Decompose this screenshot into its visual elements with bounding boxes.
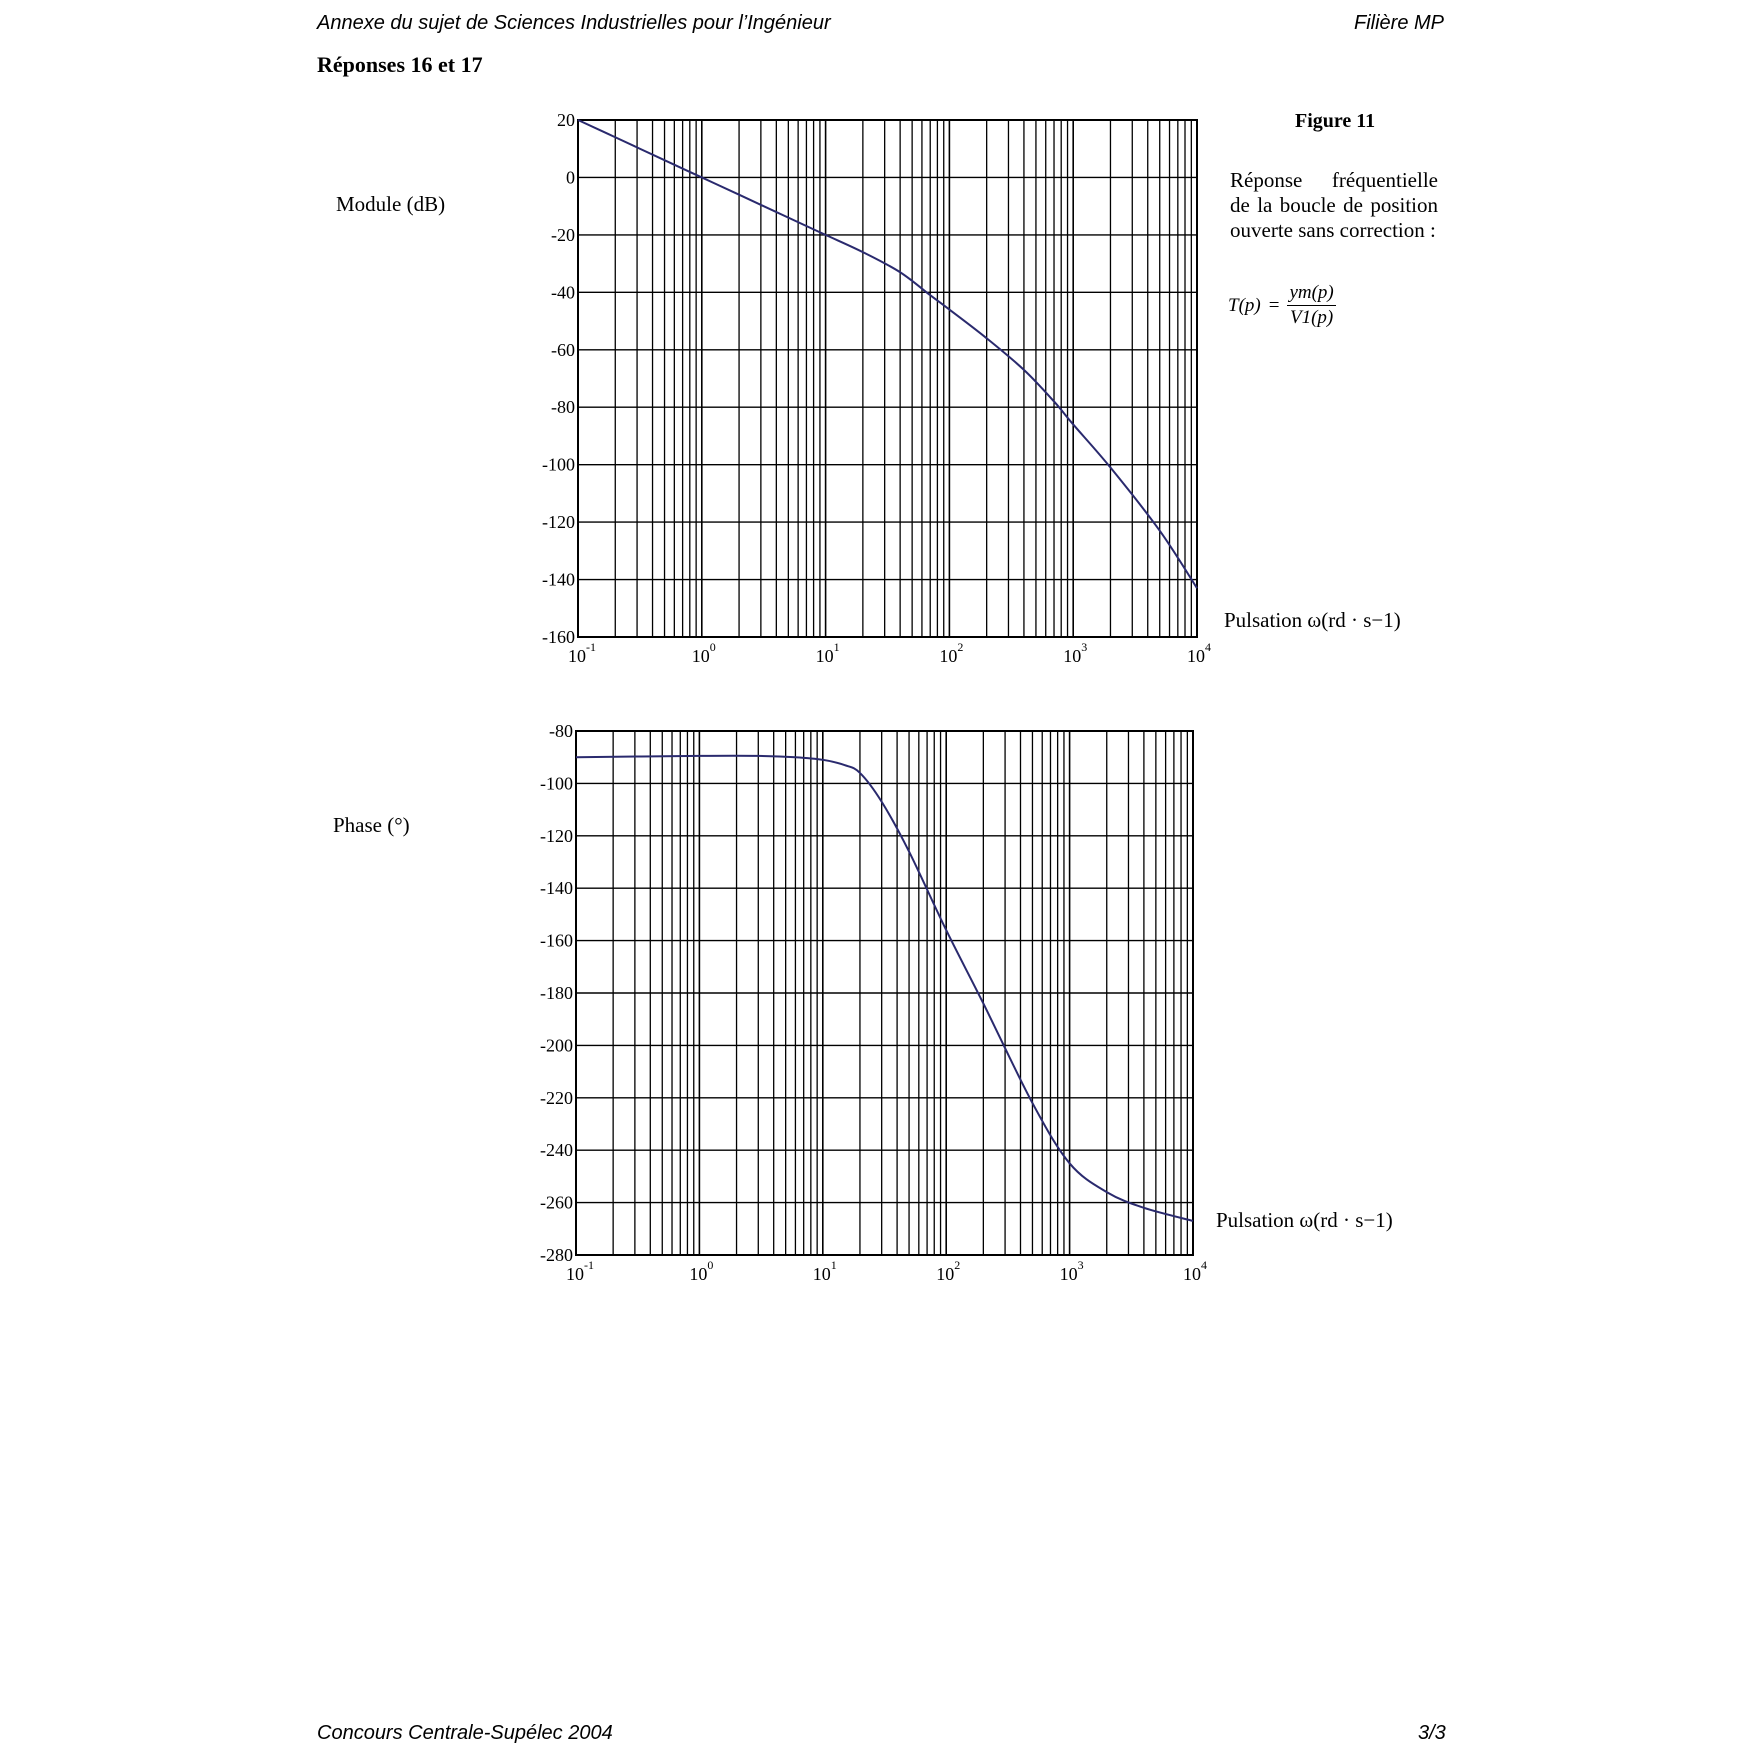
module-x-tick-base-5: 10 — [1187, 646, 1205, 666]
module-x-tick-base-1: 10 — [691, 646, 710, 666]
module-y-tick-label-7: -120 — [542, 512, 575, 533]
phase-x-tick-base-2: 10 — [812, 1264, 831, 1284]
phase-y-tick-label-7: -220 — [540, 1087, 573, 1108]
module-x-tick-exponent-5: 4 — [1205, 640, 1211, 654]
phase-y-tick-label-0: -80 — [549, 721, 573, 741]
module-y-tick-label-0: 20 — [557, 110, 575, 130]
figure-title: Figure 11 — [1295, 110, 1376, 132]
phase-y-tick-label-6: -200 — [540, 1035, 573, 1056]
module-x-tick-base-4: 10 — [1063, 646, 1082, 666]
module-label-text: Module (dB) — [336, 192, 446, 216]
phase-x-tick-exponent-0: -1 — [584, 1258, 594, 1272]
phase-label-text: Phase (°) — [333, 813, 410, 837]
module-y-tick-label-6: -100 — [542, 454, 575, 475]
header-left: Annexe du sujet de Sciences Industrielles pour l’Ingénieur — [317, 12, 831, 34]
module-x-tick-base-0: 10 — [568, 646, 586, 666]
module-x-tick-exponent-4: 3 — [1081, 640, 1088, 654]
phase-y-tick-label-8: -240 — [540, 1140, 573, 1161]
module-x-tick-exponent-0: -1 — [586, 640, 596, 654]
phase-y-tick-label-4: -160 — [540, 930, 573, 951]
phase-x-tick-exponent-3: 2 — [954, 1258, 961, 1272]
phase-x-tick-exponent-2: 1 — [830, 1258, 837, 1272]
footer-left: Concours Centrale-Supélec 2004 — [317, 1722, 613, 1744]
phase-x-tick-base-0: 10 — [566, 1264, 584, 1284]
phase-x-tick-exponent-1: 0 — [707, 1258, 714, 1272]
formula-eq: = — [1268, 294, 1280, 316]
module-x-tick-exponent-3: 2 — [957, 640, 964, 654]
module-x-tick-exponent-2: 1 — [833, 640, 840, 654]
module-y-tick-label-1: 0 — [566, 167, 575, 188]
phase-series-line-0 — [576, 756, 1193, 1221]
phase-x-tick-base-5: 10 — [1183, 1264, 1201, 1284]
phase-y-tick-label-10: -280 — [540, 1245, 573, 1265]
phase-y-tick-label-3: -140 — [540, 878, 573, 899]
phase-y-tick-label-5: -180 — [540, 983, 573, 1003]
phase-x-tick-base-1: 10 — [689, 1264, 708, 1284]
phase-y-tick-label-2: -120 — [540, 825, 573, 846]
footer-right: 3/3 — [1418, 1722, 1446, 1744]
figure-caption: Réponse fréquentielle de la boucle de position ouverte sans correction : — [1230, 168, 1438, 242]
phase-x-tick-base-4: 10 — [1059, 1264, 1078, 1284]
module-x-tick-base-3: 10 — [939, 646, 958, 666]
header-right: Filière MP — [1354, 12, 1445, 34]
formula-lhs: T(p) — [1228, 294, 1261, 316]
section-title: Réponses 16 et 17 — [317, 52, 483, 77]
module-y-tick-label-8: -140 — [542, 569, 575, 590]
phase-y-tick-label-1: -100 — [540, 773, 573, 794]
module-y-tick-label-4: -60 — [551, 339, 575, 360]
module-y-tick-label-5: -80 — [551, 397, 575, 418]
module-y-tick-label-3: -40 — [551, 282, 575, 303]
phase-x-tick-exponent-4: 3 — [1077, 1258, 1084, 1272]
module-x-tick-exponent-1: 0 — [709, 640, 716, 654]
module-y-tick-label-2: -20 — [551, 224, 575, 245]
phase-x-tick-exponent-5: 4 — [1201, 1258, 1207, 1272]
phase-x-tick-base-3: 10 — [936, 1264, 955, 1284]
formula-numerator: ym(p) — [1287, 282, 1335, 306]
module-y-tick-label-9: -160 — [542, 627, 575, 647]
phase-y-tick-label-9: -260 — [540, 1192, 573, 1213]
module-x-axis-title: Pulsation ω(rd · s−1) — [1224, 608, 1401, 632]
module-x-tick-base-2: 10 — [815, 646, 834, 666]
formula-denominator: V1(p) — [1289, 307, 1334, 328]
phase-x-axis-title: Pulsation ω(rd · s−1) — [1216, 1208, 1393, 1232]
